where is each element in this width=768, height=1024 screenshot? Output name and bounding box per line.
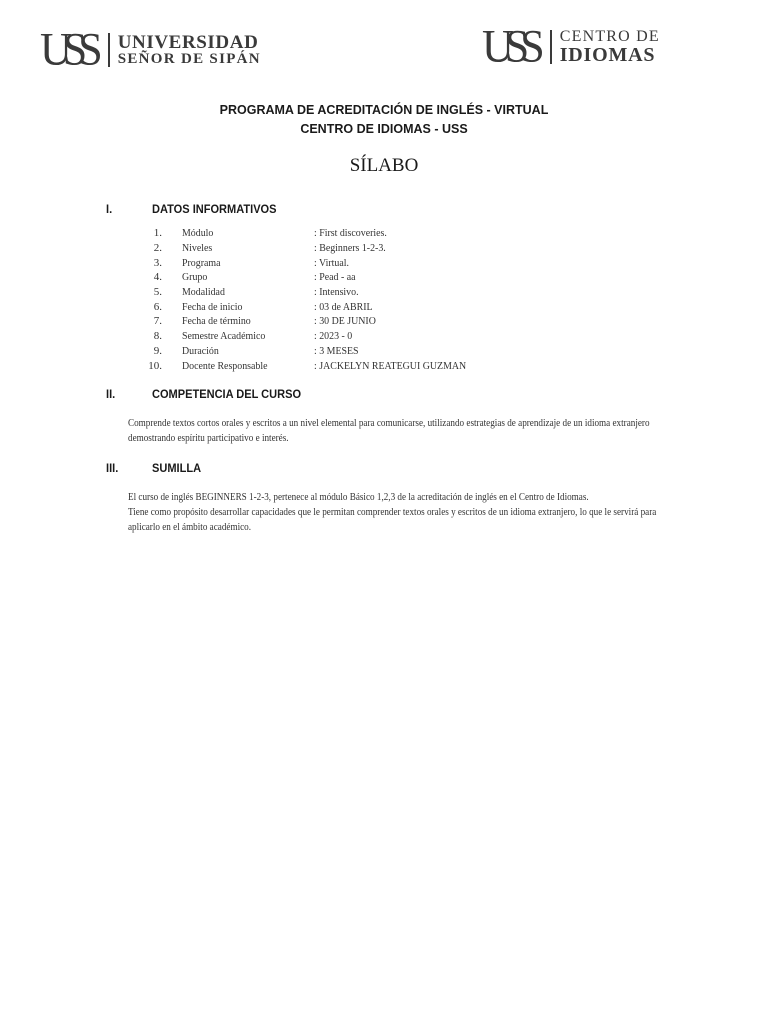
item-label: Fecha de término	[182, 315, 251, 328]
item-value: : First discoveries.	[314, 227, 387, 240]
list-item	[140, 329, 483, 344]
uss-logo-mark: USS	[40, 23, 94, 76]
item-label: Módulo	[182, 227, 214, 240]
document-heading: SÍLABO	[349, 155, 419, 176]
program-title: PROGRAMA DE ACREDITACIÓN DE INGLÉS - VIRTUAL	[219, 103, 549, 117]
item-label: Grupo	[182, 271, 208, 284]
logo-divider	[108, 33, 110, 67]
item-number: 4.	[153, 271, 162, 284]
item-value: : JACKELYN REATEGUI GUZMAN	[314, 359, 467, 372]
paragraph-line: Tiene como propósito desarrollar capacidades que le permitan comprender textos orales y escritos de un idioma extranjero, lo que le servirá para	[128, 507, 657, 518]
paragraph-line: demostrando espíritu participativo e interés.	[128, 433, 289, 444]
item-number: 6.	[153, 300, 162, 313]
section-title: SUMILLA	[152, 461, 202, 475]
section-number: III.	[106, 461, 119, 475]
item-value: : Beginners 1-2-3.	[314, 242, 386, 255]
item-value: : 30 DE JUNIO	[314, 315, 376, 328]
item-value: : 2023 - 0	[314, 330, 353, 343]
language-center-name	[560, 29, 660, 66]
item-value: : Virtual.	[314, 256, 349, 269]
uss-logo-mark: USS	[482, 20, 536, 73]
list-item	[140, 299, 483, 314]
language-center-name-line2: IDIOMAS	[559, 43, 656, 66]
summary-paragraph	[128, 490, 688, 535]
item-number: 10.	[148, 359, 162, 372]
language-center-logo	[482, 20, 660, 73]
item-number: 8.	[153, 330, 162, 343]
item-label: Semestre Académico	[182, 330, 266, 343]
list-item	[140, 226, 483, 241]
list-item	[140, 285, 483, 300]
item-value: : Intensivo.	[314, 286, 359, 299]
center-title: CENTRO DE IDIOMAS - USS	[300, 122, 468, 136]
list-item	[140, 344, 483, 359]
university-logo	[40, 23, 261, 76]
info-list	[140, 226, 483, 373]
list-item	[140, 270, 483, 285]
item-label: Fecha de inicio	[182, 300, 243, 313]
paragraph-line: aplicarlo en el ámbito académico.	[128, 522, 252, 533]
list-item	[140, 358, 483, 373]
list-item	[140, 255, 483, 270]
section-number: II.	[106, 387, 116, 401]
item-number: 1.	[153, 227, 162, 240]
section-title: COMPETENCIA DEL CURSO	[152, 387, 302, 401]
item-value: : 03 de ABRIL	[314, 300, 373, 313]
item-number: 9.	[153, 344, 162, 357]
item-value: : Pead - aa	[314, 271, 356, 284]
item-label: Niveles	[182, 242, 213, 255]
university-name	[118, 33, 261, 68]
paragraph-line: Comprende textos cortos orales y escritos a un nivel elemental para comunicarse, utilizando estrategias de aprendizaje de un idioma extranjero	[128, 418, 650, 429]
item-value: : 3 MESES	[314, 344, 359, 357]
item-label: Modalidad	[182, 286, 225, 299]
section-number: I.	[106, 202, 113, 216]
item-number: 5.	[153, 286, 162, 299]
item-label: Programa	[182, 256, 221, 269]
item-label: Duración	[182, 344, 219, 357]
competency-paragraph	[128, 416, 688, 446]
list-item	[140, 314, 483, 329]
item-number: 3.	[153, 256, 162, 269]
item-label: Docente Responsable	[182, 359, 268, 372]
university-name-line1: UNIVERSIDAD	[117, 31, 259, 53]
language-center-name-line1: CENTRO DE	[559, 27, 660, 45]
section-title: DATOS INFORMATIVOS	[152, 202, 277, 216]
list-item	[140, 241, 483, 256]
university-name-line2: SEÑOR DE SIPÁN	[117, 51, 261, 68]
item-number: 2.	[153, 242, 162, 255]
item-number: 7.	[153, 315, 162, 328]
logo-divider	[550, 30, 552, 64]
paragraph-line: El curso de inglés BEGINNERS 1-2-3, pertenece al módulo Básico 1,2,3 de la acreditación de inglés en el Centro de Idiomas.	[128, 492, 589, 503]
